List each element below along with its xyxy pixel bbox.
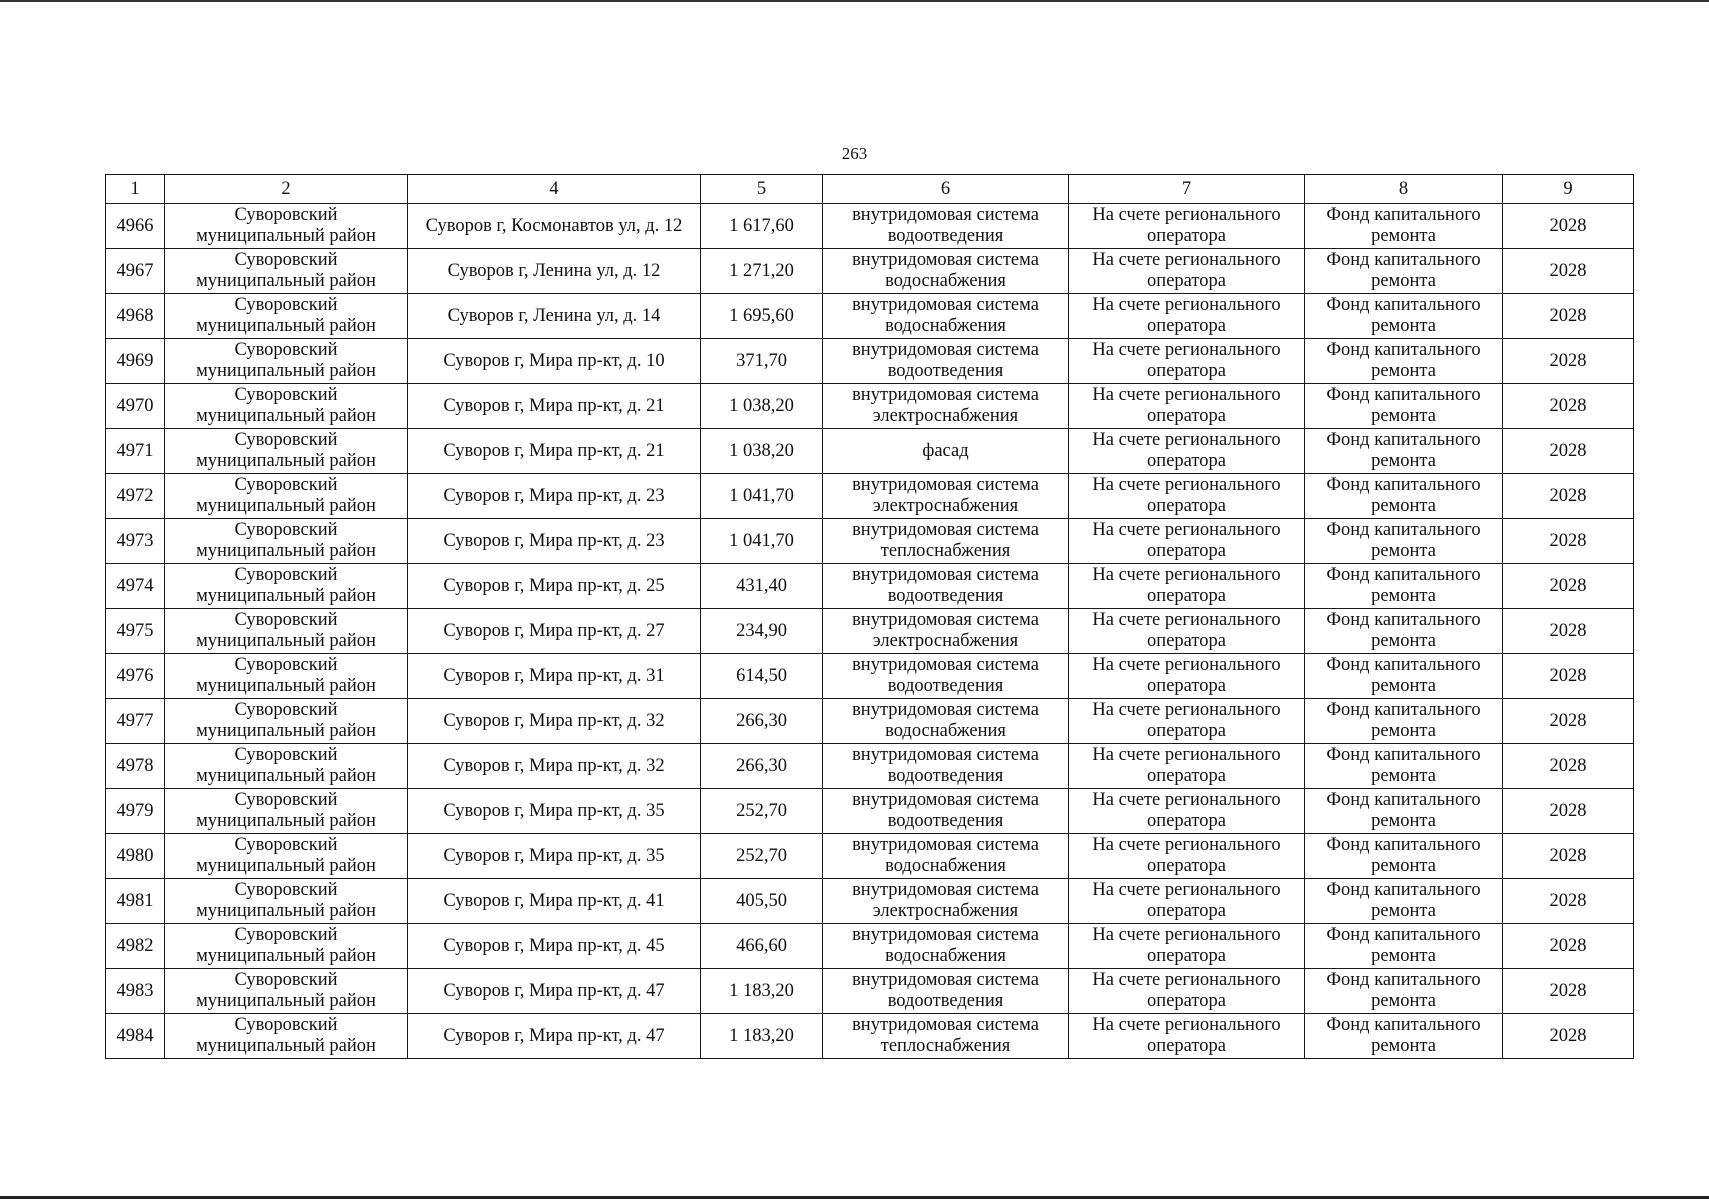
- fund-account-cell: На счете регионального оператора: [1069, 384, 1305, 429]
- table-row: [106, 294, 1634, 339]
- funding-source-cell: Фонд капитального ремонта: [1305, 564, 1503, 609]
- address-cell: Суворов г, Мира пр-кт, д. 47: [408, 969, 701, 1014]
- district-cell: Суворовский муниципальный район: [165, 249, 408, 294]
- row-number-cell: 4967: [106, 249, 165, 294]
- district-cell: Суворовский муниципальный район: [165, 699, 408, 744]
- area-cell: 252,70: [701, 789, 823, 834]
- address-cell: Суворов г, Мира пр-кт, д. 23: [408, 519, 701, 564]
- year-cell: 2028: [1503, 654, 1634, 699]
- fund-account-cell: На счете регионального оператора: [1069, 744, 1305, 789]
- address-cell: Суворов г, Мира пр-кт, д. 45: [408, 924, 701, 969]
- table-row: [106, 1014, 1634, 1059]
- year-cell: 2028: [1503, 429, 1634, 474]
- column-header: 8: [1305, 175, 1503, 204]
- row-number-cell: 4971: [106, 429, 165, 474]
- year-cell: 2028: [1503, 249, 1634, 294]
- year-cell: 2028: [1503, 519, 1634, 564]
- row-number-cell: 4974: [106, 564, 165, 609]
- table-row: [106, 204, 1634, 249]
- year-cell: 2028: [1503, 969, 1634, 1014]
- row-number-cell: 4977: [106, 699, 165, 744]
- address-cell: Суворов г, Мира пр-кт, д. 23: [408, 474, 701, 519]
- district-cell: Суворовский муниципальный район: [165, 564, 408, 609]
- address-cell: Суворов г, Мира пр-кт, д. 32: [408, 744, 701, 789]
- fund-account-cell: На счете регионального оператора: [1069, 609, 1305, 654]
- fund-account-cell: На счете регионального оператора: [1069, 1014, 1305, 1059]
- district-cell: Суворовский муниципальный район: [165, 834, 408, 879]
- year-cell: 2028: [1503, 699, 1634, 744]
- funding-source-cell: Фонд капитального ремонта: [1305, 429, 1503, 474]
- work-type-cell: внутридомовая система водоснабжения: [823, 699, 1069, 744]
- district-cell: Суворовский муниципальный район: [165, 789, 408, 834]
- work-type-cell: внутридомовая система электроснабжения: [823, 474, 1069, 519]
- funding-source-cell: Фонд капитального ремонта: [1305, 654, 1503, 699]
- address-cell: Суворов г, Ленина ул, д. 12: [408, 249, 701, 294]
- fund-account-cell: На счете регионального оператора: [1069, 564, 1305, 609]
- top-scan-border: [0, 0, 1709, 2]
- column-header: 7: [1069, 175, 1305, 204]
- work-type-cell: внутридомовая система водоотведения: [823, 654, 1069, 699]
- funding-source-cell: Фонд капитального ремонта: [1305, 339, 1503, 384]
- row-number-cell: 4976: [106, 654, 165, 699]
- row-number-cell: 4980: [106, 834, 165, 879]
- address-cell: Суворов г, Мира пр-кт, д. 25: [408, 564, 701, 609]
- row-number-cell: 4975: [106, 609, 165, 654]
- address-cell: Суворов г, Мира пр-кт, д. 31: [408, 654, 701, 699]
- page-number: 263: [841, 144, 868, 163]
- column-header: 9: [1503, 175, 1634, 204]
- funding-source-cell: Фонд капитального ремонта: [1305, 609, 1503, 654]
- address-cell: Суворов г, Мира пр-кт, д. 27: [408, 609, 701, 654]
- address-cell: Суворов г, Мира пр-кт, д. 10: [408, 339, 701, 384]
- year-cell: 2028: [1503, 339, 1634, 384]
- row-number-cell: 4966: [106, 204, 165, 249]
- table-row: [106, 609, 1634, 654]
- area-cell: 266,30: [701, 699, 823, 744]
- work-type-cell: фасад: [823, 429, 1069, 474]
- fund-account-cell: На счете регионального оператора: [1069, 519, 1305, 564]
- table-row: [106, 924, 1634, 969]
- district-cell: Суворовский муниципальный район: [165, 519, 408, 564]
- row-number-cell: 4979: [106, 789, 165, 834]
- fund-account-cell: На счете регионального оператора: [1069, 834, 1305, 879]
- fund-account-cell: На счете регионального оператора: [1069, 789, 1305, 834]
- table-row: [106, 744, 1634, 789]
- year-cell: 2028: [1503, 474, 1634, 519]
- row-number-cell: 4978: [106, 744, 165, 789]
- work-type-cell: внутридомовая система водоотведения: [823, 204, 1069, 249]
- funding-source-cell: Фонд капитального ремонта: [1305, 744, 1503, 789]
- year-cell: 2028: [1503, 879, 1634, 924]
- column-header: 2: [165, 175, 408, 204]
- table-row: [106, 699, 1634, 744]
- work-type-cell: внутридомовая система водоснабжения: [823, 924, 1069, 969]
- address-cell: Суворов г, Мира пр-кт, д. 21: [408, 429, 701, 474]
- row-number-cell: 4982: [106, 924, 165, 969]
- work-type-cell: внутридомовая система теплоснабжения: [823, 519, 1069, 564]
- row-number-cell: 4983: [106, 969, 165, 1014]
- funding-source-cell: Фонд капитального ремонта: [1305, 384, 1503, 429]
- district-cell: Суворовский муниципальный район: [165, 744, 408, 789]
- work-type-cell: внутридомовая система водоотведения: [823, 789, 1069, 834]
- column-header: 4: [408, 175, 701, 204]
- work-type-cell: внутридомовая система электроснабжения: [823, 384, 1069, 429]
- register-table: [105, 174, 1634, 1059]
- year-cell: 2028: [1503, 204, 1634, 249]
- row-number-cell: 4970: [106, 384, 165, 429]
- row-number-cell: 4981: [106, 879, 165, 924]
- fund-account-cell: На счете регионального оператора: [1069, 879, 1305, 924]
- area-cell: 1 038,20: [701, 384, 823, 429]
- area-cell: 1 183,20: [701, 1014, 823, 1059]
- table-row: [106, 339, 1634, 384]
- district-cell: Суворовский муниципальный район: [165, 204, 408, 249]
- area-cell: 431,40: [701, 564, 823, 609]
- year-cell: 2028: [1503, 924, 1634, 969]
- year-cell: 2028: [1503, 384, 1634, 429]
- area-cell: 266,30: [701, 744, 823, 789]
- area-cell: 614,50: [701, 654, 823, 699]
- funding-source-cell: Фонд капитального ремонта: [1305, 294, 1503, 339]
- funding-source-cell: Фонд капитального ремонта: [1305, 1014, 1503, 1059]
- fund-account-cell: На счете регионального оператора: [1069, 654, 1305, 699]
- work-type-cell: внутридомовая система водоотведения: [823, 564, 1069, 609]
- column-header: 1: [106, 175, 165, 204]
- funding-source-cell: Фонд капитального ремонта: [1305, 204, 1503, 249]
- work-type-cell: внутридомовая система электроснабжения: [823, 609, 1069, 654]
- area-cell: 1 183,20: [701, 969, 823, 1014]
- table-row: [106, 564, 1634, 609]
- bottom-scan-border: [0, 1196, 1709, 1199]
- funding-source-cell: Фонд капитального ремонта: [1305, 879, 1503, 924]
- table-row: [106, 879, 1634, 924]
- fund-account-cell: На счете регионального оператора: [1069, 294, 1305, 339]
- table-row: [106, 384, 1634, 429]
- area-cell: 405,50: [701, 879, 823, 924]
- district-cell: Суворовский муниципальный район: [165, 294, 408, 339]
- address-cell: Суворов г, Мира пр-кт, д. 21: [408, 384, 701, 429]
- table-row: [106, 654, 1634, 699]
- funding-source-cell: Фонд капитального ремонта: [1305, 474, 1503, 519]
- fund-account-cell: На счете регионального оператора: [1069, 204, 1305, 249]
- district-cell: Суворовский муниципальный район: [165, 339, 408, 384]
- fund-account-cell: На счете регионального оператора: [1069, 474, 1305, 519]
- address-cell: Суворов г, Ленина ул, д. 14: [408, 294, 701, 339]
- table-row: [106, 249, 1634, 294]
- district-cell: Суворовский муниципальный район: [165, 924, 408, 969]
- area-cell: 1 041,70: [701, 519, 823, 564]
- district-cell: Суворовский муниципальный район: [165, 879, 408, 924]
- funding-source-cell: Фонд капитального ремонта: [1305, 924, 1503, 969]
- year-cell: 2028: [1503, 834, 1634, 879]
- area-cell: 1 041,70: [701, 474, 823, 519]
- district-cell: Суворовский муниципальный район: [165, 609, 408, 654]
- address-cell: Суворов г, Космонавтов ул, д. 12: [408, 204, 701, 249]
- table-row: [106, 474, 1634, 519]
- district-cell: Суворовский муниципальный район: [165, 429, 408, 474]
- district-cell: Суворовский муниципальный район: [165, 969, 408, 1014]
- area-cell: 252,70: [701, 834, 823, 879]
- table-row: [106, 519, 1634, 564]
- work-type-cell: внутридомовая система теплоснабжения: [823, 1014, 1069, 1059]
- column-header: 6: [823, 175, 1069, 204]
- fund-account-cell: На счете регионального оператора: [1069, 699, 1305, 744]
- address-cell: Суворов г, Мира пр-кт, д. 47: [408, 1014, 701, 1059]
- work-type-cell: внутридомовая система водоотведения: [823, 969, 1069, 1014]
- column-header: 5: [701, 175, 823, 204]
- year-cell: 2028: [1503, 609, 1634, 654]
- funding-source-cell: Фонд капитального ремонта: [1305, 519, 1503, 564]
- area-cell: 1 617,60: [701, 204, 823, 249]
- area-cell: 1 695,60: [701, 294, 823, 339]
- fund-account-cell: На счете регионального оператора: [1069, 339, 1305, 384]
- funding-source-cell: Фонд капитального ремонта: [1305, 834, 1503, 879]
- district-cell: Суворовский муниципальный район: [165, 384, 408, 429]
- fund-account-cell: На счете регионального оператора: [1069, 969, 1305, 1014]
- area-cell: 1 271,20: [701, 249, 823, 294]
- area-cell: 1 038,20: [701, 429, 823, 474]
- year-cell: 2028: [1503, 564, 1634, 609]
- year-cell: 2028: [1503, 789, 1634, 834]
- work-type-cell: внутридомовая система водоотведения: [823, 744, 1069, 789]
- work-type-cell: внутридомовая система водоотведения: [823, 339, 1069, 384]
- address-cell: Суворов г, Мира пр-кт, д. 41: [408, 879, 701, 924]
- area-cell: 466,60: [701, 924, 823, 969]
- fund-account-cell: На счете регионального оператора: [1069, 249, 1305, 294]
- work-type-cell: внутридомовая система водоснабжения: [823, 294, 1069, 339]
- table-row: [106, 834, 1634, 879]
- table-row: [106, 429, 1634, 474]
- address-cell: Суворов г, Мира пр-кт, д. 35: [408, 834, 701, 879]
- table-row: [106, 789, 1634, 834]
- row-number-cell: 4969: [106, 339, 165, 384]
- funding-source-cell: Фонд капитального ремонта: [1305, 699, 1503, 744]
- year-cell: 2028: [1503, 744, 1634, 789]
- area-cell: 234,90: [701, 609, 823, 654]
- row-number-cell: 4984: [106, 1014, 165, 1059]
- row-number-cell: 4972: [106, 474, 165, 519]
- table-row: [106, 969, 1634, 1014]
- district-cell: Суворовский муниципальный район: [165, 654, 408, 699]
- year-cell: 2028: [1503, 294, 1634, 339]
- work-type-cell: внутридомовая система водоснабжения: [823, 249, 1069, 294]
- funding-source-cell: Фонд капитального ремонта: [1305, 789, 1503, 834]
- fund-account-cell: На счете регионального оператора: [1069, 924, 1305, 969]
- year-cell: 2028: [1503, 1014, 1634, 1059]
- header-row: [106, 175, 1634, 204]
- funding-source-cell: Фонд капитального ремонта: [1305, 969, 1503, 1014]
- row-number-cell: 4973: [106, 519, 165, 564]
- address-cell: Суворов г, Мира пр-кт, д. 32: [408, 699, 701, 744]
- fund-account-cell: На счете регионального оператора: [1069, 429, 1305, 474]
- table-body: [106, 204, 1634, 1059]
- funding-source-cell: Фонд капитального ремонта: [1305, 249, 1503, 294]
- work-type-cell: внутридомовая система электроснабжения: [823, 879, 1069, 924]
- row-number-cell: 4968: [106, 294, 165, 339]
- area-cell: 371,70: [701, 339, 823, 384]
- address-cell: Суворов г, Мира пр-кт, д. 35: [408, 789, 701, 834]
- work-type-cell: внутридомовая система водоснабжения: [823, 834, 1069, 879]
- district-cell: Суворовский муниципальный район: [165, 474, 408, 519]
- district-cell: Суворовский муниципальный район: [165, 1014, 408, 1059]
